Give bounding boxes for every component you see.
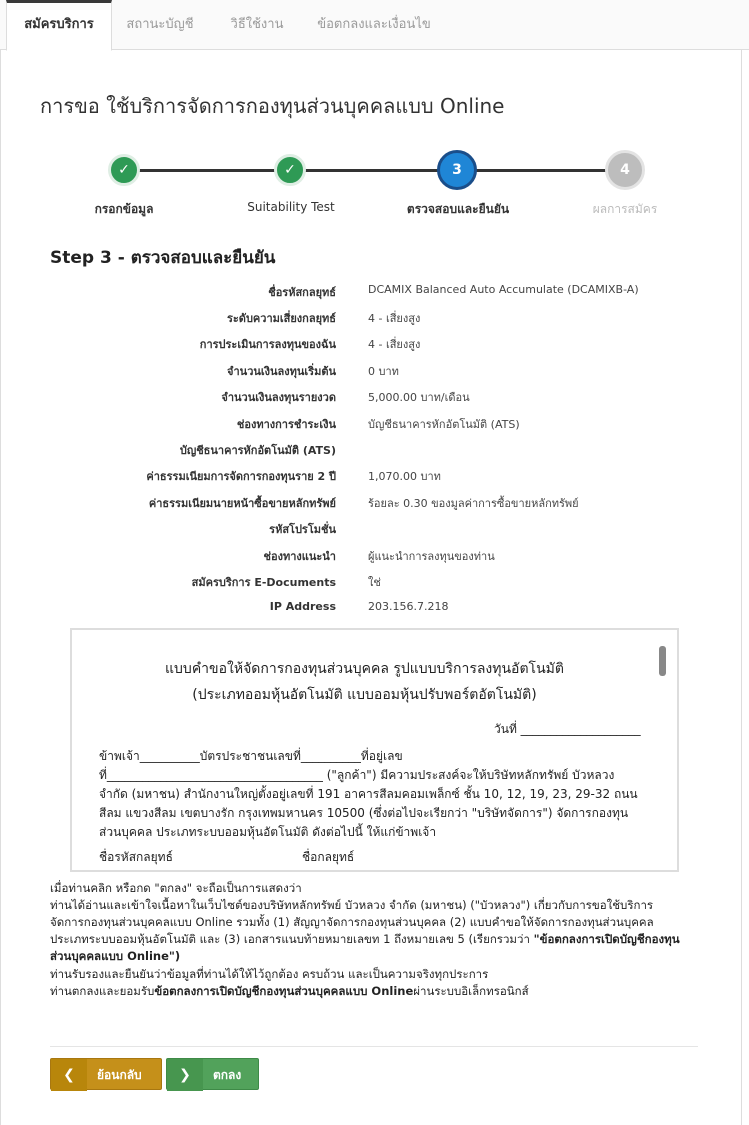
- summary-value: 1,070.00 บาท: [368, 470, 441, 483]
- back-button-label: ย้อนกลับ: [97, 1068, 142, 1082]
- summary-label: บัญชีธนาคารหักอัตโนมัติ (ATS): [179, 444, 336, 457]
- consent-text: ประเภทระบบออมหุ้นอัตโนมัติ และ (3) เอกสารแนบท้ายหมายเลขท 1 ถึงหมายเลข 5 (เรียกรวมว่า: [50, 932, 534, 946]
- summary-row: [0, 441, 749, 463]
- chevron-left-icon: ❮: [51, 1059, 87, 1091]
- step-connector: [124, 169, 290, 172]
- summary-label: ชื่อรหัสกลยุทธ์: [268, 286, 336, 299]
- step-connector: [290, 169, 458, 172]
- tab-how-to-use[interactable]: วิธีใช้งาน: [230, 17, 284, 32]
- step-2-label: Suitability Test: [247, 200, 335, 214]
- agreement-document[interactable]: [70, 628, 679, 872]
- page-title: การขอ ใช้บริการจัดการกองทุนส่วนบุคคลแบบ Online: [40, 94, 505, 118]
- consent-line: ท่านได้อ่านและเข้าใจเนื้อหาในเว็บไซต์ของบริษัทหลักทรัพย์ บัวหลวง จำกัด (มหาชน) ("บัวหลวง") เกี่ยวกับการขอใช้บริการ: [50, 898, 654, 912]
- summary-label: จำนวนเงินลงทุนรายงวด: [221, 391, 336, 404]
- tab-bar: [0, 0, 749, 50]
- consent-line: เมื่อท่านคลิก หรือกด "ตกลง" จะถือเป็นการแสดงว่า: [50, 881, 302, 895]
- consent-line: [50, 948, 180, 966]
- step-1-label: กรอกข้อมูล: [94, 202, 154, 216]
- summary-row: [0, 494, 749, 516]
- document-strategy-code-label: ชื่อรหัสกลยุทธ์: [99, 850, 173, 864]
- summary-label: IP Address: [269, 600, 336, 613]
- step-heading: Step 3 - ตรวจสอบและยืนยัน: [50, 248, 276, 268]
- summary-value: DCAMIX Balanced Auto Accumulate (DCAMIXB-A): [368, 283, 639, 296]
- tab-register[interactable]: สมัครบริการ: [6, 0, 112, 51]
- summary-label: รหัสโปรโมชั่น: [269, 523, 336, 536]
- summary-row: [0, 335, 749, 357]
- step-connector: [458, 169, 626, 172]
- document-body-line: ส่วนบุคคล ประเภทระบบออมหุ้นอัตโนมัติ ดังต่อไปนี้ ให้แก่ข้าพเจ้า: [99, 825, 437, 839]
- document-strategy-name-label: ชื่อกลยุทธ์: [302, 850, 355, 864]
- step-2-check-icon: ✓: [274, 154, 306, 186]
- document-date-line: วันที่ ____________________: [494, 722, 641, 736]
- back-button[interactable]: [50, 1058, 162, 1090]
- consent-text: ผ่านระบบอิเล็กทรอนิกส์: [413, 984, 529, 998]
- summary-label: สมัครบริการ E-Documents: [191, 576, 336, 589]
- document-title-line2: (ประเภทออมหุ้นอัตโนมัติ แบบออมหุ้นปรับพอร์ตอัตโนมัติ): [192, 687, 537, 703]
- summary-row: [0, 467, 749, 489]
- step-3-label: ตรวจสอบและยืนยัน: [406, 202, 510, 216]
- confirm-button[interactable]: [166, 1058, 259, 1090]
- summary-label: จำนวนเงินลงทุนเริ่มต้น: [227, 365, 336, 378]
- summary-label: ค่าธรรมเนียมนายหน้าซื้อขายหลักทรัพย์: [148, 497, 336, 510]
- summary-label: การประเมินการลงทุนของฉัน: [199, 338, 336, 351]
- summary-row: [0, 415, 749, 437]
- summary-row: [0, 362, 749, 384]
- summary-value: 4 - เสี่ยงสูง: [368, 338, 421, 351]
- summary-value: ผู้แนะนำการลงทุนของท่าน: [368, 550, 495, 563]
- document-scrollbar-thumb[interactable]: [659, 646, 666, 676]
- step-4-circle: 4: [605, 150, 645, 190]
- summary-value: 4 - เสี่ยงสูง: [368, 312, 421, 325]
- document-body-line: จำกัด (มหาชน) สำนักงานใหญ่ตั้งอยู่เลขที่ 191 อาคารสีลมคอมเพล็กซ์ ชั้น 10, 12, 19, 23, 29-32 ถนน: [99, 787, 638, 801]
- document-scrollbar[interactable]: [659, 642, 667, 868]
- consent-line: ท่านรับรองและยืนยันว่าข้อมูลที่ท่านได้ให้ไว้ถูกต้อง ครบถ้วน และเป็นความจริงทุกประการ: [50, 967, 489, 981]
- summary-value: ใช่: [368, 576, 381, 589]
- summary-row: [0, 573, 749, 595]
- summary-row: [0, 283, 749, 305]
- document-title-line1: แบบคำขอให้จัดการกองทุนส่วนบุคคล รูปแบบบริการลงทุนอัตโนมัติ: [165, 661, 564, 677]
- summary-value: 0 บาท: [368, 365, 399, 378]
- summary-value: ร้อยละ 0.30 ของมูลค่าการซื้อขายหลักทรัพย์: [368, 497, 579, 510]
- consent-line: [50, 931, 680, 949]
- consent-bold-text: "ข้อตกลงการเปิดบัญชีกองทุน: [533, 932, 680, 946]
- summary-row: [0, 309, 749, 331]
- summary-row: [0, 520, 749, 542]
- summary-label: ระดับความเสี่ยงกลยุทธ์: [226, 312, 336, 325]
- step-3-circle: 3: [437, 150, 477, 190]
- document-body-line: สีลม แขวงสีลม เขตบางรัก กรุงเทพมหานคร 10500 (ซึ่งต่อไปจะเรียกว่า "บริษัทจัดการ") จัดการกองทุน: [99, 806, 629, 820]
- summary-label: ค่าธรรมเนียมการจัดการกองทุนราย 2 ปี: [146, 470, 336, 483]
- summary-label: ช่องทางแนะนำ: [263, 550, 336, 563]
- document-body-line: ข้าพเจ้า__________บัตรประชาชนเลขที่__________ที่อยู่เลข: [99, 749, 403, 763]
- summary-label: ช่องทางการชำระเงิน: [236, 418, 336, 431]
- tab-account-status[interactable]: สถานะบัญชี: [126, 17, 194, 32]
- tab-terms[interactable]: ข้อตกลงและเงื่อนไข: [317, 17, 431, 32]
- document-body-line: ที่____________________________________ ("ลูกค้า") มีความประสงค์จะให้บริษัทหลักทรัพย์ บัวหลวง: [99, 768, 615, 782]
- confirm-button-label: ตกลง: [213, 1068, 242, 1082]
- summary-value: 5,000.00 บาท/เดือน: [368, 391, 470, 404]
- chevron-right-icon: ❯: [167, 1059, 203, 1091]
- consent-text: ท่านตกลงและยอมรับ: [50, 984, 155, 998]
- consent-bold-text: ส่วนบุคคลแบบ Online"): [50, 949, 181, 963]
- consent-line: จัดการกองทุนส่วนบุคคลแบบ Online รวมทั้ง (1) สัญญาจัดการกองทุนส่วนบุคคล (2) แบบคำขอให้จัดการกองทุนส่วนบุคคล: [50, 915, 654, 929]
- consent-line: [50, 983, 529, 1001]
- summary-row: [0, 547, 749, 569]
- summary-row: [0, 600, 749, 622]
- summary-value: บัญชีธนาคารหักอัตโนมัติ (ATS): [368, 418, 520, 431]
- step-4-label: ผลการสมัคร: [592, 202, 658, 216]
- summary-value: 203.156.7.218: [368, 600, 449, 613]
- step-1-check-icon: ✓: [108, 154, 140, 186]
- divider: [50, 1046, 698, 1047]
- summary-row: [0, 388, 749, 410]
- consent-bold-text: ข้อตกลงการเปิดบัญชีกองทุนส่วนบุคคลแบบ Online: [154, 984, 414, 998]
